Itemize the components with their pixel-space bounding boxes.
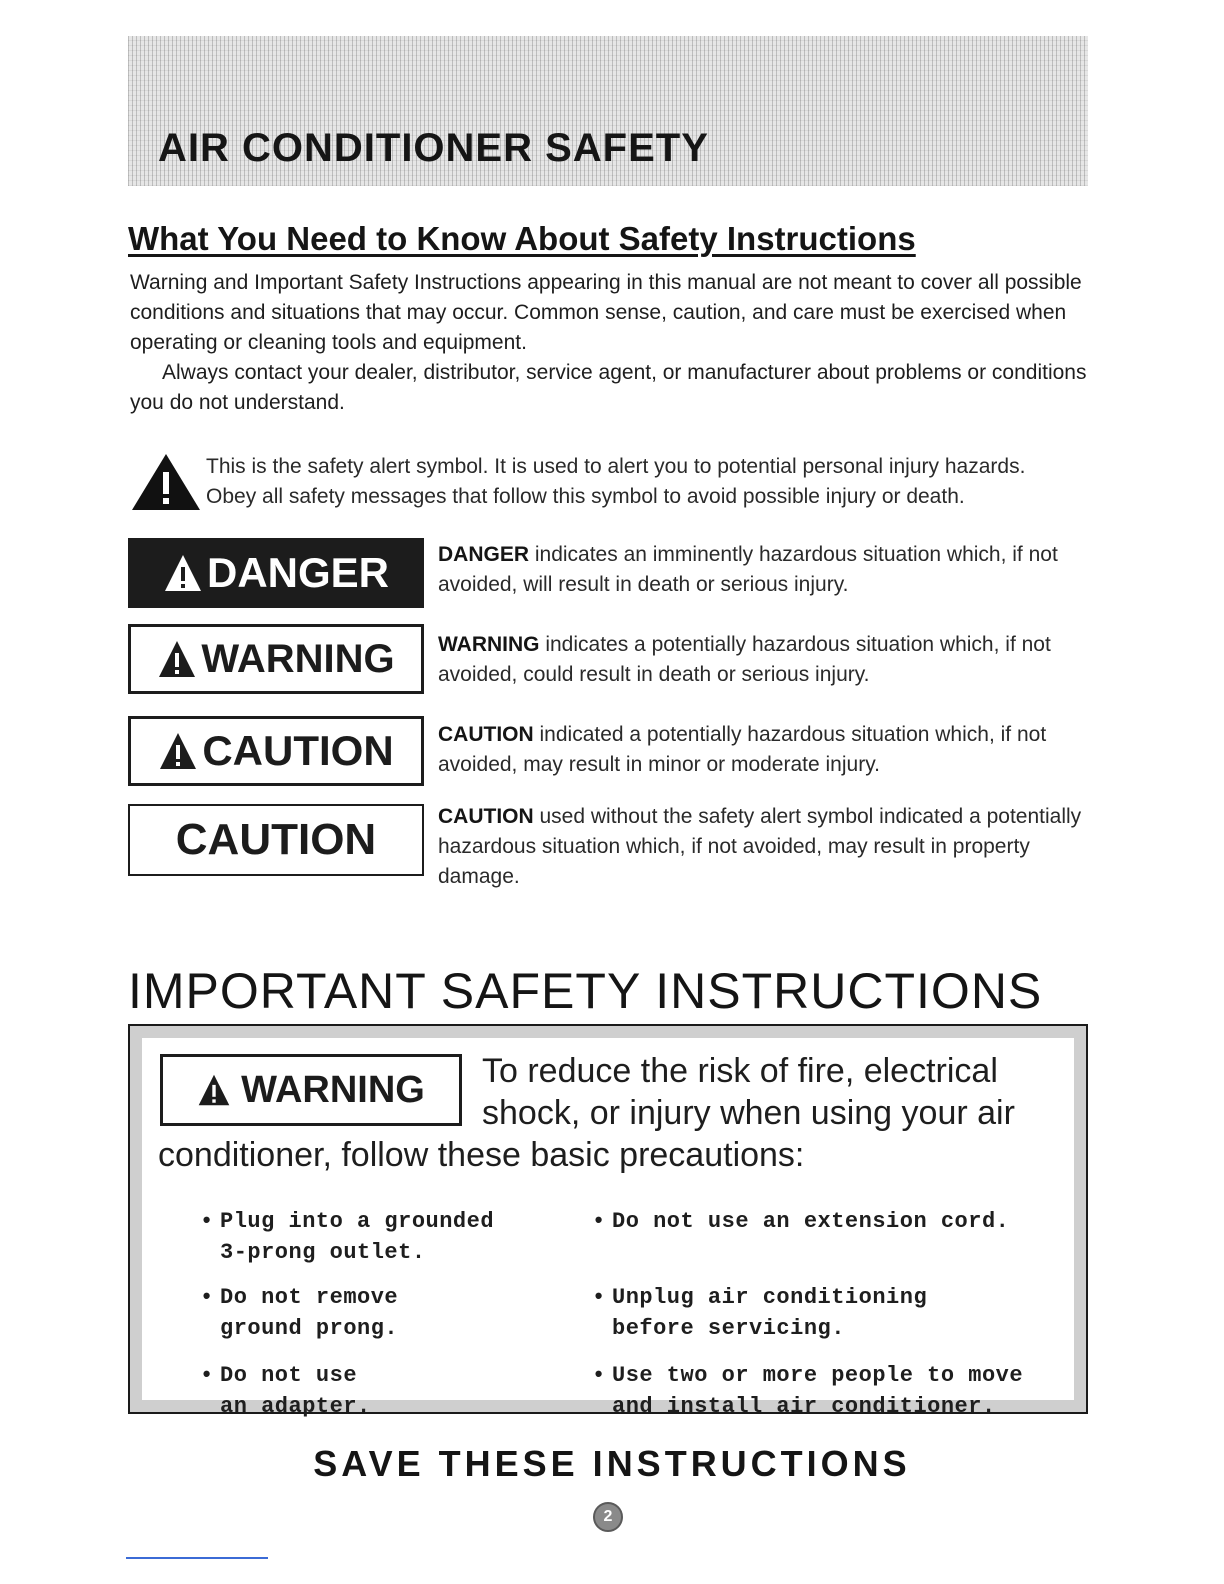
caution-plain-description-text: used without the safety alert symbol indicated a potentially hazardous situation which, if not avoided, may result in property damage. <box>438 805 1082 888</box>
alert-triangle-icon <box>157 639 197 679</box>
alert-triangle-icon <box>158 731 198 771</box>
caution-plain-label-text: CAUTION <box>175 815 377 864</box>
precaution-line: Do not use an extension cord. <box>612 1209 1010 1234</box>
precaution-line: ground prong. <box>220 1316 399 1341</box>
bullet-icon: • <box>592 1363 606 1388</box>
bullet-icon: • <box>200 1209 214 1234</box>
precautions-box <box>128 1024 1088 1419</box>
alert-symbol-row <box>130 452 1090 512</box>
danger-description-text: indicates an imminently hazardous situation which, if not avoided, will result in death or serious injury. <box>438 543 1058 596</box>
section-heading: What You Need to Know About Safety Instructions <box>128 220 916 257</box>
warning-label <box>128 624 424 694</box>
bullet-icon: • <box>200 1285 214 1310</box>
precaution-item <box>592 1206 1010 1237</box>
caution-keyword: CAUTION <box>438 723 534 746</box>
warning-label-text: WARNING <box>201 637 395 681</box>
danger-label <box>128 538 424 608</box>
precautions-lead-continued: conditioner, follow these basic precautions: <box>158 1136 805 1174</box>
precaution-line: Unplug air conditioning <box>612 1285 928 1310</box>
page-number: 2 <box>593 1502 623 1532</box>
warning-label-text: WARNING <box>241 1068 425 1111</box>
intro-text <box>130 268 1090 418</box>
bullet-icon: • <box>200 1363 214 1388</box>
danger-label-text: DANGER <box>206 549 389 596</box>
caution-plain-label <box>128 804 424 876</box>
footer-divider <box>126 1557 268 1559</box>
precaution-item <box>200 1282 399 1344</box>
caution-plain-description <box>438 802 1088 892</box>
precaution-line: before servicing. <box>612 1316 845 1341</box>
precaution-line: an adapter. <box>220 1394 371 1419</box>
alert-line-2: Obey all safety messages that follow this symbol to avoid possible injury or death. <box>206 485 965 508</box>
alert-line-1: This is the safety alert symbol. It is used to alert you to potential personal injury hazards. <box>206 455 1026 478</box>
precautions-lead: To reduce the risk of fire, electrical shock, or injury when using your air <box>482 1052 1015 1132</box>
precaution-item <box>592 1282 928 1344</box>
caution-plain-keyword: CAUTION <box>438 805 534 828</box>
alert-triangle-icon <box>197 1073 231 1107</box>
page-title: AIR CONDITIONER SAFETY <box>158 126 709 170</box>
precaution-line: Plug into a grounded <box>220 1209 495 1234</box>
danger-description <box>438 540 1088 600</box>
caution-description-text: indicated a potentially hazardous situation which, if not avoided, may result in minor or moderate injury. <box>438 723 1047 776</box>
caution-label <box>128 716 424 786</box>
alert-triangle-icon <box>163 553 203 593</box>
precaution-line: and install air conditioner. <box>612 1394 996 1419</box>
precaution-item <box>592 1360 1024 1422</box>
bullet-icon: • <box>592 1209 606 1234</box>
warning-description <box>438 630 1088 690</box>
precaution-line: Do not use <box>220 1363 358 1388</box>
caution-label-text: CAUTION <box>202 727 394 774</box>
save-instructions: SAVE THESE INSTRUCTIONS <box>313 1443 911 1484</box>
precaution-item <box>200 1206 495 1268</box>
intro-paragraph-1: Warning and Important Safety Instructions appearing in this manual are not meant to cover all possible conditions and situations that may occur. Common sense, caution, and care must be exercised when operating or cleaning tools and equipment. <box>130 271 1082 354</box>
alert-triangle-icon <box>130 452 202 512</box>
warning-label <box>160 1054 462 1126</box>
precaution-line: Use two or more people to move <box>612 1363 1024 1388</box>
alert-text <box>206 452 1025 512</box>
bullet-icon: • <box>592 1285 606 1310</box>
precaution-line: 3-prong outlet. <box>220 1240 426 1265</box>
precaution-line: Do not remove <box>220 1285 399 1310</box>
important-heading: IMPORTANT SAFETY INSTRUCTIONS <box>128 963 1043 1019</box>
intro-paragraph-2: Always contact your dealer, distributor, service agent, or manufacturer about problems or conditions you do not understand. <box>130 361 1087 414</box>
precaution-item <box>200 1360 371 1422</box>
danger-keyword: DANGER <box>438 543 530 566</box>
warning-description-text: indicates a potentially hazardous situation which, if not avoided, could result in death or serious injury. <box>438 633 1051 686</box>
warning-keyword: WARNING <box>438 633 540 656</box>
caution-description <box>438 720 1088 780</box>
